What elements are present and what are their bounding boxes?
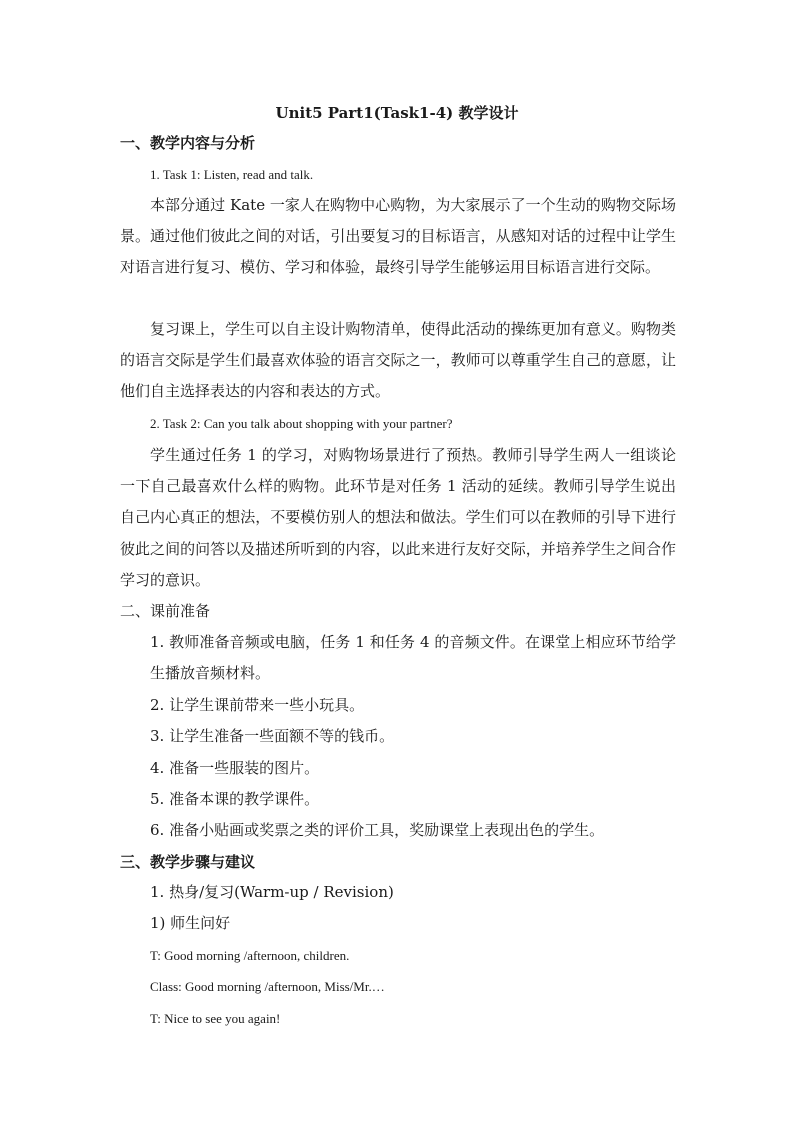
step-warm-up: 1. 热身/复习(Warm-up / Revision) (150, 883, 394, 901)
dialog-line: Class: Good morning /afternoon, Miss/Mr.… (150, 979, 385, 994)
prep-item: 5. 准备本课的教学课件。 (150, 790, 320, 808)
section-heading-preparation: 二、课前准备 (120, 602, 211, 620)
document-title: Unit5 Part1(Task1-4) 教学设计 (275, 104, 519, 122)
prep-item: 4. 准备一些服装的图片。 (150, 759, 320, 777)
dialog-line: T: Nice to see you again! (150, 1011, 281, 1026)
task1-label: 1. Task 1: Listen, read and talk. (150, 167, 314, 182)
paragraph-task1-description: 本部分通过 Kate 一家人在购物中心购物，为大家展示了一个生动的购物交际场景。通过他们彼此之间的对话，引出要复习的目标语言，从感知对话的过程中让学生对语言进行复习、模仿、学习和体验，最终引导学生能够运用目标语言进行交际。 (120, 196, 676, 277)
dialog-line: T: Good morning /afternoon, children. (150, 948, 350, 963)
task2-label: 2. Task 2: Can you talk about shopping with your partner? (150, 416, 453, 431)
substep-greeting: 1) 师生问好 (150, 914, 231, 932)
prep-item: 1. 教师准备音频或电脑，任务 1 和任务 4 的音频文件。在课堂上相应环节给学生播放音频材料。 (150, 633, 676, 683)
section-heading-content-analysis: 一、教学内容与分析 (120, 134, 256, 152)
paragraph-review-lesson: 复习课上，学生可以自主设计购物清单，使得此活动的操练更加有意义。购物类的语言交际是学生们最喜欢体验的语言交际之一，教师可以尊重学生自己的意愿，让他们自主选择表达的内容和表达的方式。 (120, 320, 676, 401)
prep-item: 3. 让学生准备一些面额不等的钱币。 (150, 727, 395, 745)
prep-item: 2. 让学生课前带来一些小玩具。 (150, 696, 365, 714)
prep-item: 6. 准备小贴画或奖票之类的评价工具，奖励课堂上表现出色的学生。 (150, 821, 605, 839)
section-heading-teaching-steps: 三、教学步骤与建议 (120, 853, 256, 871)
paragraph-task2-description: 学生通过任务 1 的学习，对购物场景进行了预热。教师引导学生两人一组谈论一下自己最喜欢什么样的购物。此环节是对任务 1 活动的延续。教师引导学生说出自己内心真正的想法，不要模仿别人的想法和做法。学生们可以在教师的引导下进行彼此之间的问答以及描述所听到的内容，以此来进行友好交际，并培养学生之间合作学习的意识。 (120, 446, 676, 589)
